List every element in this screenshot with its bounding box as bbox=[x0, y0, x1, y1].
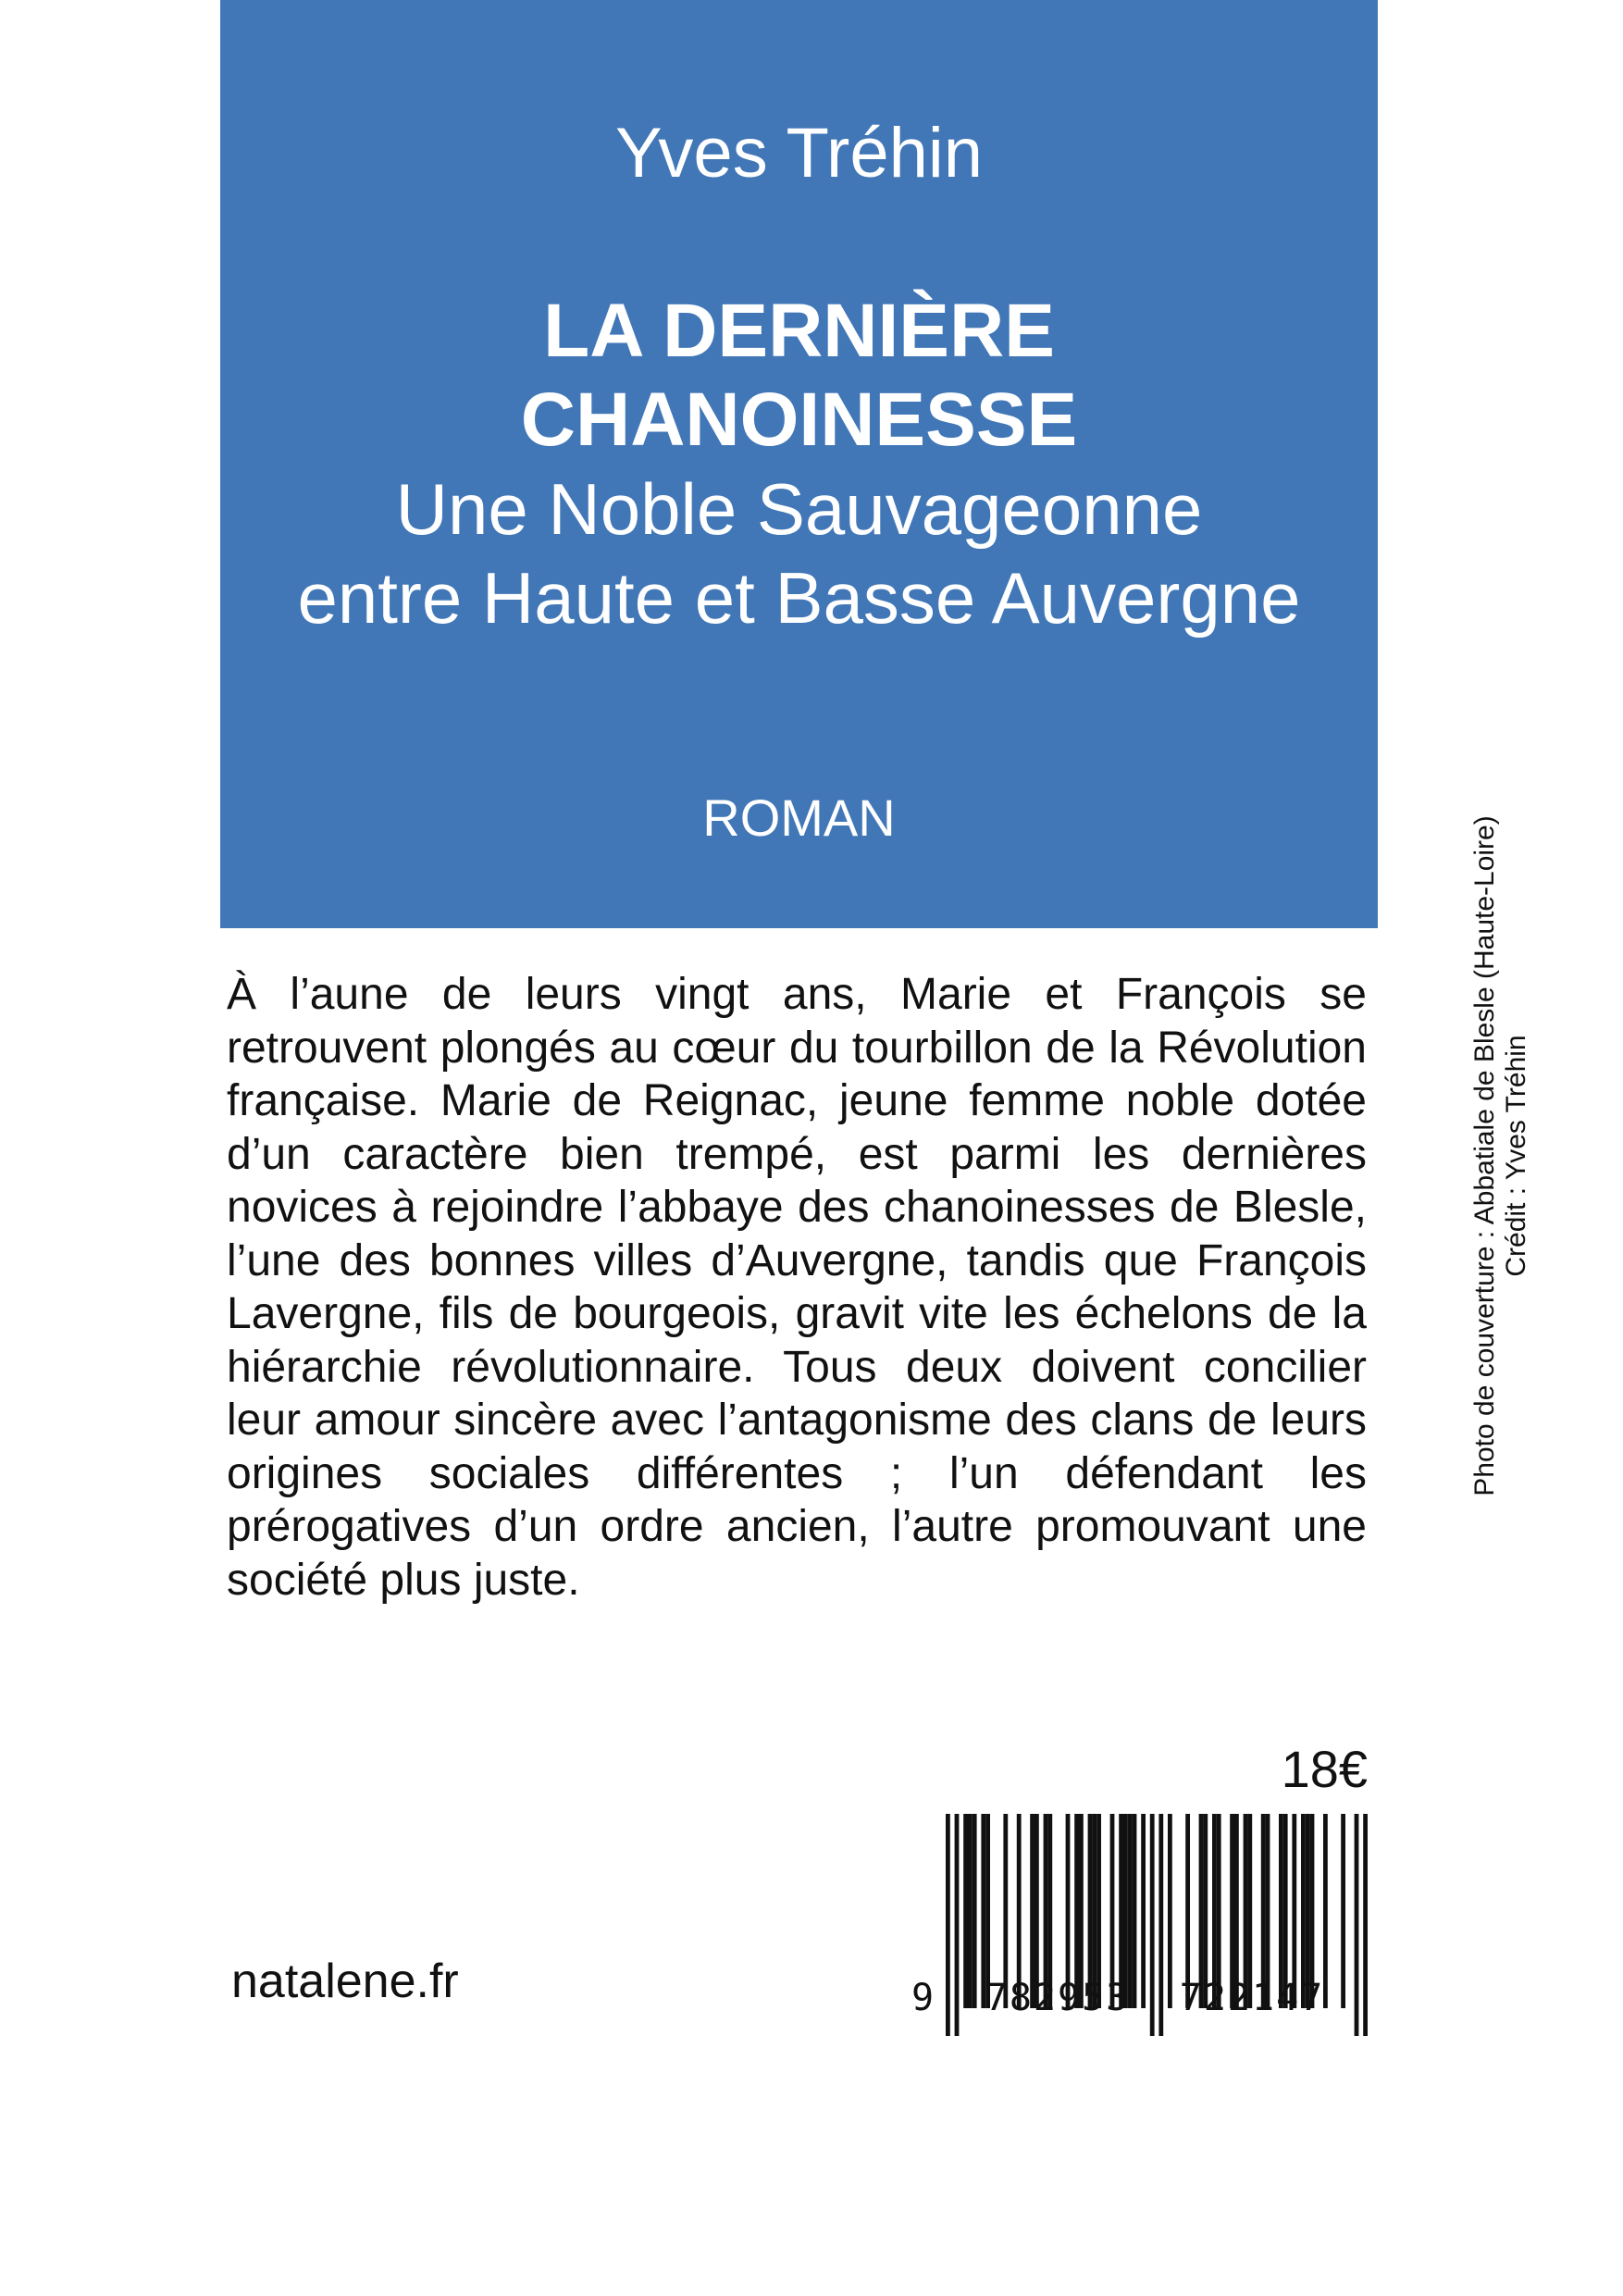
book-subtitle-line-2: entre Haute et Basse Auvergne bbox=[297, 557, 1301, 639]
barcode-bar bbox=[1355, 1814, 1359, 2036]
author-name: Yves Tréhin bbox=[614, 114, 984, 192]
back-cover-blurb: À l’aune de leurs vingt ans, Marie et François se retrouvent plongés au cœur du tourbillon de la Révolution française. Marie de Reignac, jeune femme noble dotée d’un caractère bien trempé, est parmi les dernières novices à rejoindre l’abbaye des chanoinesses de Blesle, l’une des bonnes villes d’Auvergne, tandis que François Lavergne, fils de bourgeois, gravit vite les échelons de la hiérarchie révolutionnaire. Tous deux doivent concilier leur amour sincère avec l’antagonisme des clans de leurs origines sociales différentes ; l’un défendant les prérogatives d’un ordre ancien, l’autre promouvant une société plus juste. bbox=[227, 970, 1367, 1605]
genre-label: ROMAN bbox=[702, 788, 896, 847]
price-label: 18€ bbox=[1281, 1740, 1368, 1798]
cover-title-band bbox=[220, 0, 1378, 928]
barcode-bar bbox=[1168, 1814, 1172, 2008]
barcode-bar bbox=[968, 1814, 973, 2008]
barcode-bar bbox=[963, 1814, 968, 2008]
isbn-barcode bbox=[911, 1814, 1369, 2036]
barcode-digit-lead: 9 bbox=[911, 1977, 935, 2019]
barcode-bar bbox=[1341, 1814, 1345, 2008]
book-title-line-1: LA DERNIÈRE bbox=[543, 289, 1055, 373]
photo-credit: Crédit : Yves Tréhin bbox=[1501, 1035, 1531, 1277]
barcode-bar bbox=[1141, 1814, 1146, 2008]
photo-caption: Photo de couverture : Abbatiale de Blesle (Haute-Loire) bbox=[1469, 815, 1500, 1496]
barcode-group-right: 722147 bbox=[1179, 1977, 1325, 2019]
publisher-website: natalene.fr bbox=[231, 1955, 459, 2008]
book-subtitle bbox=[220, 465, 1378, 642]
book-title-line-2: CHANOINESSE bbox=[520, 378, 1078, 462]
barcode-bar bbox=[1150, 1814, 1155, 2036]
barcode-group-left: 782953 bbox=[985, 1977, 1131, 2019]
barcode-bar bbox=[973, 1814, 977, 2008]
book-subtitle-line-1: Une Noble Sauvageonne bbox=[395, 468, 1203, 550]
barcode-bar bbox=[946, 1814, 950, 2036]
barcode-bar bbox=[1133, 1814, 1137, 2008]
barcode-bar bbox=[1363, 1814, 1368, 2036]
barcode-bar bbox=[955, 1814, 960, 2036]
book-title bbox=[220, 287, 1378, 465]
barcode-bar bbox=[1158, 1814, 1163, 2036]
